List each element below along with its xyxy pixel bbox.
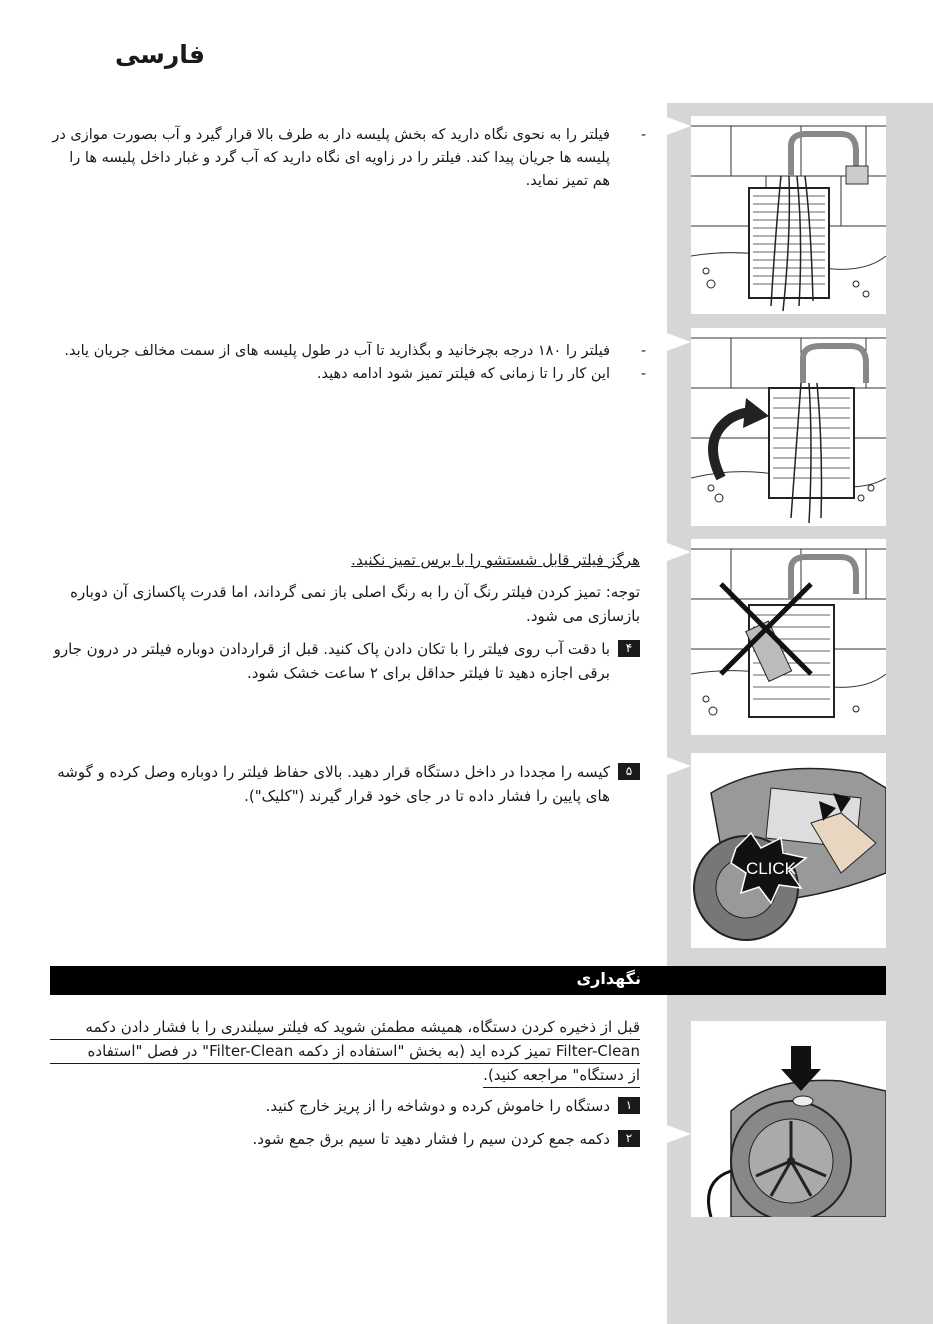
illustration-rinse-filter	[691, 116, 886, 314]
intro-line: Filter-Clean تمیز کرده اید (به بخش "استفاده از دکمه Filter-Clean" در فصل "استفاده	[50, 1040, 640, 1064]
maintenance-step-2	[50, 1127, 633, 1151]
instruction-text: این کار را تا زمانی که فیلتر تمیز شود ادامه دهید.	[316, 366, 610, 382]
step-5	[50, 760, 633, 808]
click-filter-drawing	[691, 753, 886, 948]
warning-text: هرگز فیلتر قابل شستشو را با برس تمیز نکنید.	[351, 551, 640, 569]
illustration-switch-off	[691, 1021, 886, 1217]
step-text: دکمه جمع کردن سیم را فشار دهید تا سیم برق جمع شود.	[252, 1130, 610, 1148]
warning-block	[50, 548, 640, 628]
no-brush-drawing	[691, 539, 886, 735]
instruction-text: فیلتر را ۱۸۰ درجه بچرخانید و بگذارید تا آب در طول پلیسه های از سمت مخالف جریان یابد.	[64, 343, 610, 359]
step-text: با دقت آب روی فیلتر را با تکان دادن پاک کنید. قبل از قراردادن دوباره فیلتر در درون جارو برقی اجازه دهید تا فیلتر حداقل برای ۲ ساعت خشک شود.	[53, 640, 610, 682]
step-number: ۲	[618, 1130, 640, 1147]
note-text: توجه: تمیز کردن فیلتر رنگ آن را به رنگ اصلی باز نمی گرداند، اما قدرت پاکسازی آن دوباره بازسازی می شود.	[70, 583, 640, 625]
pointer-notch	[667, 1125, 691, 1143]
rinse-filter-drawing	[691, 116, 886, 314]
illustration-rotate-filter	[691, 328, 886, 526]
intro-line: قبل از ذخیره کردن دستگاه، همیشه مطمئن شوید که فیلتر سیلندری را با فشار دادن دکمه	[50, 1016, 640, 1040]
section-header	[50, 966, 886, 995]
bullet-dash: -	[640, 127, 646, 143]
step-number: ۴	[618, 640, 640, 657]
bullet-dash: -	[640, 366, 646, 382]
instruction-rinse	[50, 124, 646, 193]
step-number: ۱	[618, 1097, 640, 1114]
step-number: ۵	[618, 763, 640, 780]
rotate-filter-drawing	[691, 328, 886, 526]
pointer-notch	[667, 543, 691, 561]
switch-off-drawing	[691, 1021, 886, 1217]
step-text: دستگاه را خاموش کرده و دوشاخه را از پریز خارج کنید.	[265, 1097, 610, 1115]
step-4	[50, 637, 633, 685]
bullet-dash: -	[640, 343, 646, 359]
section-title: نگهداری	[576, 969, 641, 988]
intro-line: از دستگاه" مراجعه کنید).	[483, 1064, 640, 1088]
click-label: CLICK	[745, 859, 797, 878]
step-text: کیسه را مجددا در داخل دستگاه قرار دهید. بالای حفاظ فیلتر را دوباره وصل کرده و گوشه های پایین را فشار داده تا در جای خود قرار گیرند ("کلیک").	[57, 763, 610, 805]
pointer-notch	[667, 757, 691, 775]
instruction-text: فیلتر را به نحوی نگاه دارید که بخش پلیسه دار به طرف بالا قرار گیرد و آب بصورت موازی در پلیسه ها جریان پیدا کند. فیلتر را در زاویه ای نگاه دارید که آب گرد و غبار داخل پلیسه ها را هم تمیز نماید.	[52, 127, 610, 189]
page-title: فارسی	[115, 40, 206, 69]
maintenance-step-1	[50, 1094, 633, 1118]
illustration-click-filter	[691, 753, 886, 948]
illustration-no-brush	[691, 539, 886, 735]
maintenance-intro	[50, 1016, 640, 1088]
pointer-notch	[667, 333, 691, 351]
pointer-notch	[667, 117, 691, 135]
instruction-rotate	[50, 340, 646, 386]
